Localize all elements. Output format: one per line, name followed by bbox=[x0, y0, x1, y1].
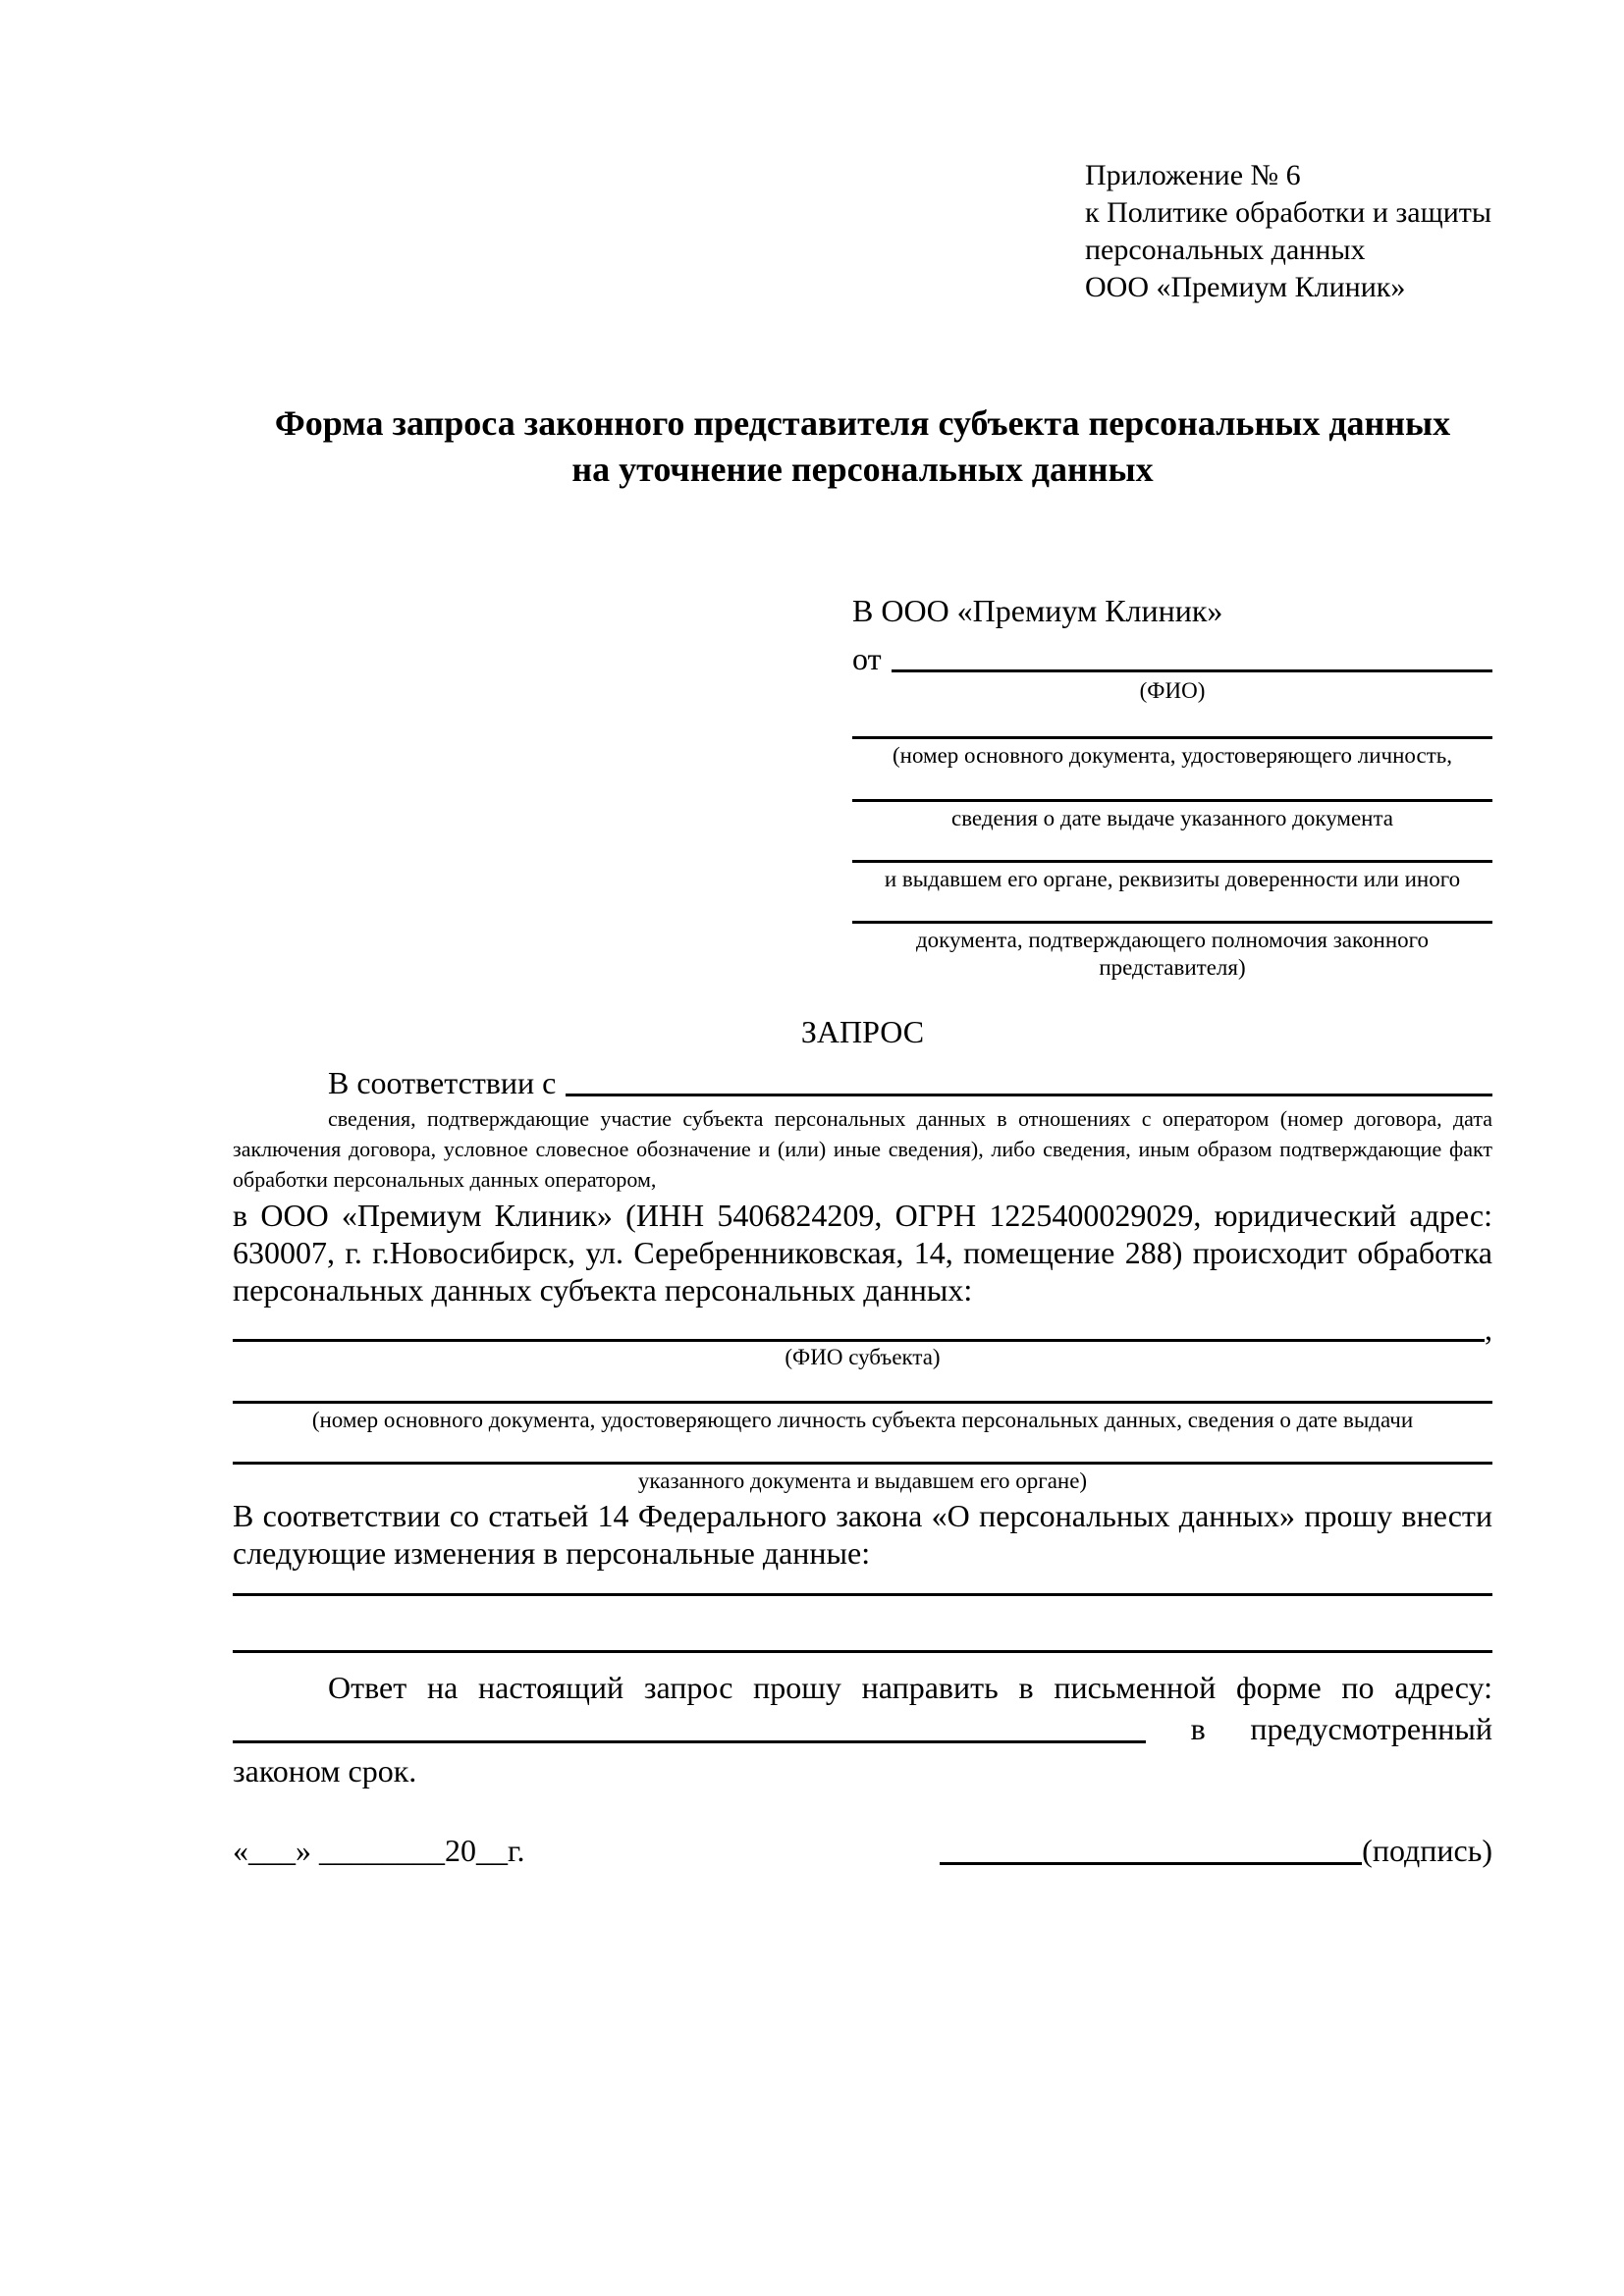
annex-note bbox=[1085, 157, 1492, 306]
blank-line-with-caption bbox=[852, 736, 1492, 770]
subject-doc-caption: (номер основного документа, удостоверяющего личность субъекта персональных данных, сведения о дате выдачи bbox=[311, 1408, 1414, 1432]
signature-caption: (подпись) bbox=[1362, 1833, 1492, 1868]
blank-line-with-caption bbox=[233, 1462, 1492, 1495]
doc-caption: документа, подтверждающего полномочия законного представителя) bbox=[915, 928, 1429, 980]
accordance-fill-line bbox=[566, 1094, 1492, 1096]
subject-doc-caption: указанного документа и выдавшем его органе) bbox=[637, 1468, 1088, 1493]
blank-line-with-caption bbox=[233, 1401, 1492, 1434]
blank-line-with-caption bbox=[852, 860, 1492, 893]
subject-fio-fill-line bbox=[233, 1339, 1485, 1342]
annex-line: к Политике обработки и защиты bbox=[1085, 196, 1492, 229]
blank-fill-line bbox=[233, 1593, 1492, 1596]
blank-line-with-caption bbox=[852, 799, 1492, 832]
title-line-1: Форма запроса законного представителя субъекта персональных данных bbox=[274, 403, 1451, 443]
document-title bbox=[233, 400, 1492, 493]
addressee-block bbox=[852, 591, 1492, 982]
signature-fill-line bbox=[940, 1862, 1362, 1865]
doc-caption: (номер основного документа, удостоверяющего личность, bbox=[892, 743, 1452, 768]
subject-fio-row bbox=[233, 1308, 1492, 1347]
answer-closing: законом срок. bbox=[233, 1753, 417, 1789]
blank-fill-line bbox=[233, 1650, 1492, 1653]
answer-intro: Ответ на настоящий запрос прошу направить в письменной форме по адресу: bbox=[328, 1670, 1492, 1705]
doc-caption: сведения о дате выдаче указанного документа bbox=[950, 806, 1394, 830]
request-heading: ЗАПРОС bbox=[800, 1014, 925, 1049]
accordance-row bbox=[233, 1056, 1492, 1101]
title-line-2: на уточнение персональных данных bbox=[571, 450, 1154, 489]
from-row bbox=[852, 634, 1492, 677]
address-fill-line bbox=[233, 1740, 1146, 1743]
annex-line: Приложение № 6 bbox=[1085, 159, 1301, 191]
annex-line: ООО «Премиум Клиник» bbox=[1085, 271, 1406, 303]
from-label: от bbox=[852, 641, 882, 676]
operator-paragraph: в ООО «Премиум Клиник» (ИНН 5406824209, ОГРН 1225400029029, юридический адрес: 630007, г. г.Новосибирск, ул. Серебренниковская, 14, помещение 288) происходит обработка персональных данных субъекта персональных данных: bbox=[233, 1198, 1492, 1308]
accordance-fine-print: сведения, подтверждающие участие субъекта персональных данных в отношениях с оператором (номер договора, дата заключения договора, условное словесное обозначение и (или) иные сведения), либо сведения, иным образом подтверждающие факт обработки персональных данных оператором, bbox=[233, 1106, 1492, 1192]
answer-word: в bbox=[1190, 1711, 1206, 1746]
doc-caption: и выдавшем его органе, реквизиты доверенности или иного bbox=[884, 867, 1461, 891]
signature-row bbox=[233, 1824, 1492, 1869]
trailing-comma: , bbox=[1485, 1311, 1492, 1347]
signature-group bbox=[940, 1832, 1492, 1869]
subject-fio-caption: (ФИО субъекта) bbox=[785, 1345, 941, 1369]
answer-word: предусмотренный bbox=[1250, 1711, 1492, 1746]
accordance-label: В соответствии с bbox=[328, 1065, 557, 1100]
annex-line: персональных данных bbox=[1085, 234, 1366, 266]
blank-line-with-caption bbox=[852, 921, 1492, 982]
addressee-to: В ООО «Премиум Клиник» bbox=[852, 593, 1223, 628]
from-fill-line bbox=[892, 669, 1492, 672]
article-paragraph: В соответствии со статьей 14 Федерального закона «О персональных данных» прошу внести следующие изменения в персональные данные: bbox=[233, 1498, 1492, 1571]
date-blank: «___» ________20__г. bbox=[233, 1833, 525, 1868]
answer-address-row bbox=[233, 1706, 1492, 1747]
fio-caption: (ФИО) bbox=[1139, 678, 1206, 703]
